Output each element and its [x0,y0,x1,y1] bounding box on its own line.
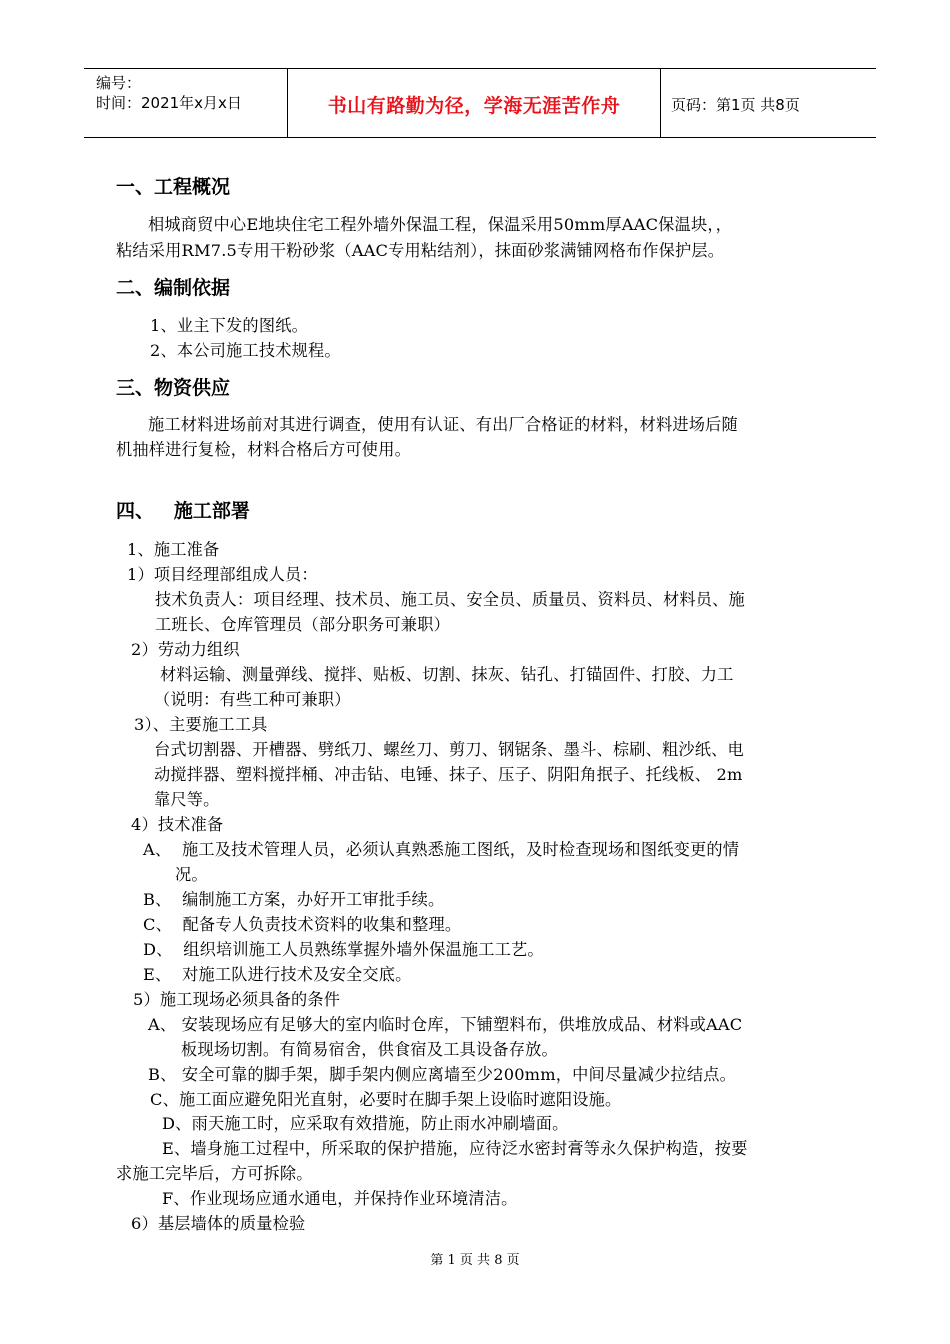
body-line: 技术负责人：项目经理、技术员、施工员、安全员、质量员、资料员、材料员、施 [155,590,745,609]
list-item: F、作业现场应通水通电，并保持作业环境清洁。 [162,1189,518,1208]
subsection-heading: 3）、主要施工工具 [134,715,268,734]
body-line: 工班长、仓库管理员（部分职务可兼职） [155,615,450,634]
motto-text: 书山有路勤为径，学海无涯苦作舟 [327,95,621,117]
list-item: B、 编制施工方案，办好开工审批手续。 [143,890,445,909]
section-title-overview: 一、工程概况 [116,176,231,198]
list-item: B、 安全可靠的脚手架，脚手架内侧应离墙至少200mm，中间尽量减少拉结点。 [148,1065,737,1084]
list-item: A、 施工及技术管理人员，必须认真熟悉施工图纸，及时检查现场和图纸变更的情 [143,840,740,859]
body-line: 况。 [175,865,208,884]
basis-item: 2、本公司施工技术规程。 [150,341,341,360]
subsection-heading: 5）施工现场必须具备的条件 [133,990,341,1009]
list-item: D、雨天施工时，应采取有效措施，防止雨水冲刷墙面。 [162,1114,569,1133]
header-page-cell [661,69,876,137]
list-item: E、 对施工队进行技术及安全交底。 [143,965,412,984]
subsection-heading: 6）基层墙体的质量检验 [131,1214,306,1233]
body-line: 求施工完毕后，方可拆除。 [116,1164,313,1183]
header-motto-cell [287,69,661,137]
section-title-basis: 二、编制依据 [116,277,231,299]
subsection-heading: 2）劳动力组织 [131,640,240,659]
supply-paragraph-line: 机抽样进行复检，材料合格后方可使用。 [116,440,411,459]
list-item: C、 配备专人负责技术资料的收集和整理。 [143,915,462,934]
page-info: 页码：第1页 共8页 [671,96,800,114]
overview-paragraph-line: 粘结采用RM7.5专用干粉砂浆（AAC专用粘结剂），抹面砂浆满铺网格布作保护层。 [116,241,725,260]
basis-item: 1、业主下发的图纸。 [150,316,308,335]
subsection-heading: 1、施工准备 [127,540,220,559]
list-item: C、施工面应避免阳光直射，必要时在脚手架上设临时遮阳设施。 [150,1090,622,1109]
subsection-heading: 1）项目经理部组成人员： [127,565,318,584]
body-line: 板现场切割。有简易宿舍，供食宿及工具设备存放。 [181,1040,558,1059]
list-item: E、墙身施工过程中，所采取的保护措施，应待泛水密封膏等永久保护构造，按要 [162,1139,748,1158]
time-label: 时间：2021年x月x日 [96,94,242,112]
list-item: A、 安装现场应有足够大的室内临时仓库，下铺塑料布，供堆放成品、材料或AAC [148,1015,743,1034]
overview-paragraph-line: 相城商贸中心E地块住宅工程外墙外保温工程，保温采用50mm厚AAC保温块，， [148,215,733,234]
page-header [84,68,876,138]
subsection-heading: 4）技术准备 [131,815,224,834]
header-meta-cell [84,69,286,137]
list-item: D、 组织培训施工人员熟练掌握外墙外保温施工工艺。 [143,940,544,959]
body-line: 动搅拌器、塑料搅拌桶、冲击钻、电锤、抹子、压子、阴阳角抿子、托线板、 2m [154,765,743,784]
code-label: 编号： [96,74,142,92]
body-line: 靠尺等。 [154,790,220,809]
body-line: （说明：有些工种可兼职） [154,690,351,709]
section-title-deployment: 四、 施工部署 [116,500,250,522]
supply-paragraph-line: 施工材料进场前对其进行调查，使用有认证、有出厂合格证的材料，材料进场后随 [148,415,738,434]
body-line: 台式切割器、开槽器、劈纸刀、螺丝刀、剪刀、钢锯条、墨斗、棕刷、粗沙纸、电 [154,740,744,759]
body-line: 材料运输、测量弹线、搅拌、贴板、切割、抹灰、钻孔、打锚固件、打胶、力工 [160,665,734,684]
page-footer: 第 1 页 共 8 页 [430,1253,520,1268]
section-title-supply: 三、物资供应 [116,377,231,399]
